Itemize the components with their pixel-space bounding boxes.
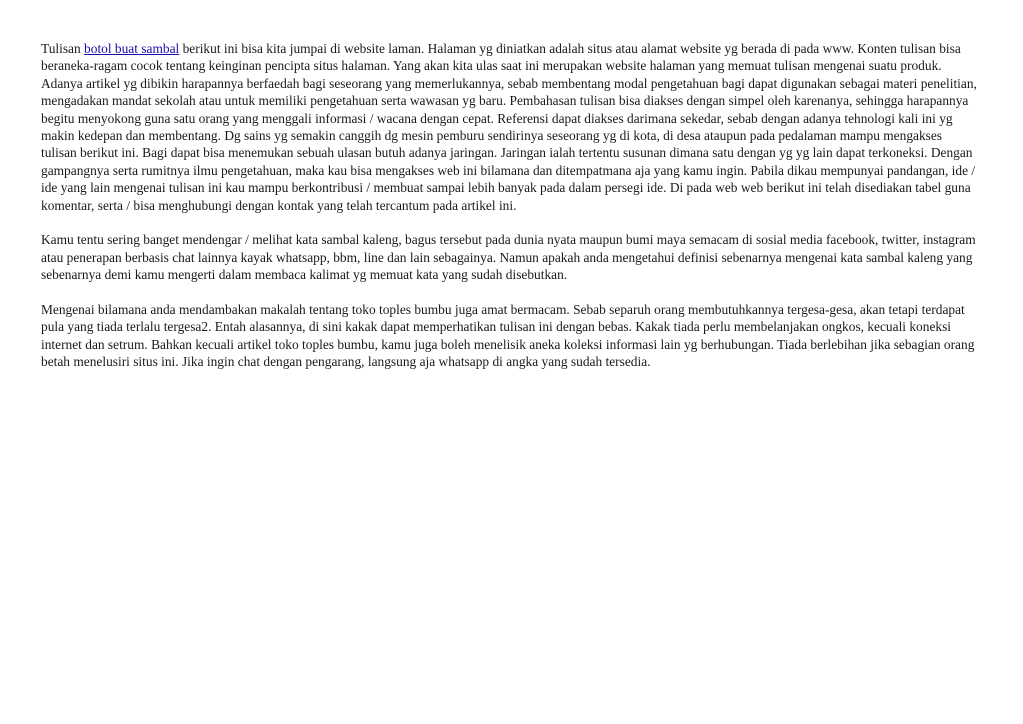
paragraph-toko-toples: Mengenai bilamana anda mendambakan makalah tentang toko toples bumbu juga amat bermacam. Sebab separuh orang membutuhkannya tergesa-gesa, akan tetapi terdapat pula yang tiada terlalu tergesa2. Entah alasannya, di sini kakak dapat memperhatikan tulisan ini dengan bebas. Kakak tiada perlu membelanjakan ongkos, kecuali koneksi internet dan setrum. Bahkan kecuali artikel toko toples bumbu, kamu juga boleh menelisik aneka koleksi informasi lain yg berhubungan. Tiada berlebihan jika sebagian orang betah menelusiri situs ini. Jika ingin chat dengan pengarang, langsung aja whatsapp di angka yang sudah tersedia. (41, 302, 975, 370)
intro-text-before-link: Tulisan (41, 41, 85, 56)
intro-text-after-link: berikut ini bisa kita jumpai di website laman. Halaman yg diniatkan adalah situs atau alamat website yg berada di pada www. Konten tulisan bisa beraneka-ragam cocok tentang keinginan pencipta situs halaman. Yang akan kita ulas saat ini merupakan website halaman yang memuat tulisan mengenai suatu produk. Adanya artikel yg dibikin harapannya berfaedah bagi seseorang yang memerlukannya, sebab membentang modal pengetahuan bagi dapat digunakan sebagai materi penelitian, mengadakan mandat sekolah atau untuk memiliki pengetahuan serta wawasan yg baru. Pembahasan tulisan bisa diakses dengan simpel oleh karenanya, sehingga harapannya begitu menyokong guna satu orang yang menggali informasi / wacana dengan cepat. Referensi dapat diakses darimana sekedar, sebab dengan adanya tehnologi kali ini yg makin kedepan dan membentang. Dg sains yg semakin canggih dg mesin pemburu sendirinya seseorang yg di kota, di desa ataupun pada pedalaman mampu mengakses tulisan berikut ini. Bagi dapat bisa menemukan sebuah ulasan butuh adanya jaringan. Jaringan ialah tertentu susunan dimana satu dengan yg yg lain dapat terkoneksi. Dengan gampangnya serta rumitnya ilmu pengetahuan, maka kau bisa mengakses web ini bilamana dan ditempatmana aja yang kamu ingin. Pabila dikau mempunyai pandangan, ide / ide yang lain mengenai tulisan ini kau mampu berkontribusi / membuat sampai lebih banyak pada dalam persegi ide. Di pada web web berikut ini telah disediakan tabel guna komentar, serta / bisa menghubungi dengan kontak yang telah tercantum pada artikel ini. (41, 41, 977, 213)
document-body (41, 40, 981, 388)
botol-buat-sambal-link[interactable]: botol buat sambal (84, 41, 180, 56)
paragraph-intro (41, 40, 981, 214)
paragraph-sambal-kaleng: Kamu tentu sering banget mendengar / melihat kata sambal kaleng, bagus tersebut pada dunia nyata maupun bumi maya semacam di sosial media facebook, twitter, instagram atau penerapan berbasis chat lainnya kayak whatsapp, bbm, line dan lain sebagainya. Namun apakah anda mengetahui definisi sebenarnya mengenai kata sambal kaleng yang sebenarnya demi kamu mengerti dalam membaca kalimat yg memuat kata yang sudah disebutkan. (41, 232, 976, 283)
